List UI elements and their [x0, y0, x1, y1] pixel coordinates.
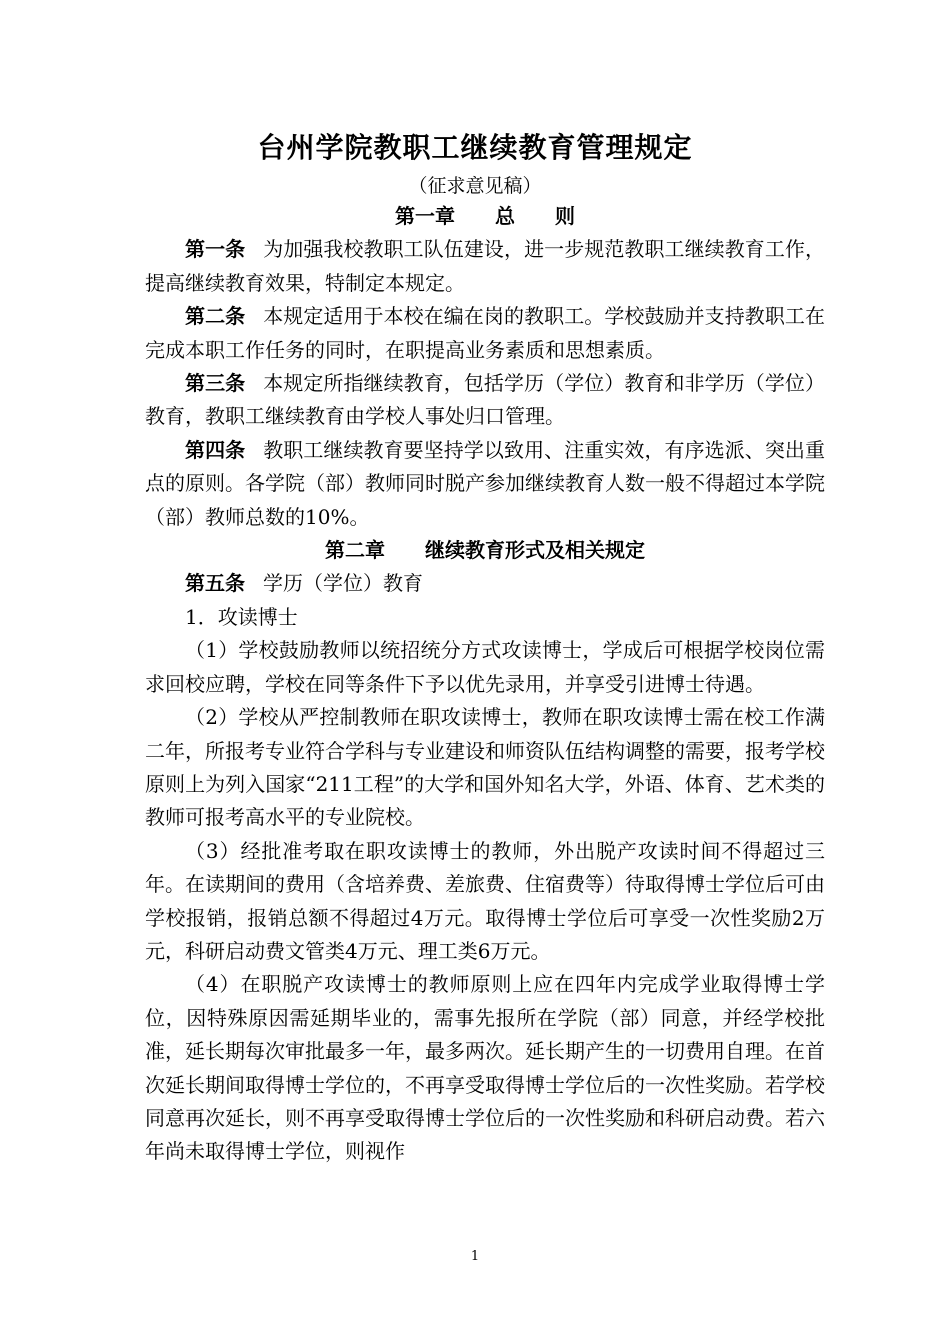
document-subtitle: （征求意见稿）	[408, 175, 542, 197]
article-label: 第四条	[185, 437, 246, 462]
article-2	[145, 300, 825, 367]
article-3	[145, 367, 825, 434]
article-text: 学历（学位）教育	[263, 571, 423, 596]
article-label: 第五条	[185, 571, 245, 596]
sub-item-2: （2）学校从严控制教师在职攻读博士，教师在职攻读博士需在校工作满二年，所报考专业符合学科与专业建设和师资队伍结构调整的需要，报考学校原则上为列入国家“211工程”的大学和国外知名大学，外语、体育、艺术类的教师可报考高水平的专业院校。	[145, 705, 825, 830]
article-1	[145, 233, 825, 300]
article-label: 第一条	[185, 237, 246, 262]
article-text: 教职工继续教育要坚持学以致用、注重实效，有序选派、突出重点的原则。各学院（部）教师同时脱产参加继续教育人数一般不得超过本学院（部）教师总数的10%。	[145, 437, 826, 529]
page-number: 1	[470, 1249, 480, 1264]
article-text: 本规定适用于本校在编在岗的教职工。学校鼓励并支持教职工在完成本职工作任务的同时，在职提高业务素质和思想素质。	[145, 304, 826, 362]
article-text: 为加强我校教职工队伍建设，进一步规范教职工继续教育工作，提高继续教育效果，特制定本规定。	[145, 237, 826, 295]
sub-item-3: （3）经批准考取在职攻读博士的教师，外出脱产攻读时间不得超过三年。在读期间的费用（含培养费、差旅费、住宿费等）待取得博士学位后可由学校报销，报销总额不得超过4万元。取得博士学位后可享受一次性奖励2万元，科研启动费文管类4万元、理工类6万元。	[145, 838, 825, 963]
chapter-heading-2: 第二章 继续教育形式及相关规定	[325, 538, 645, 563]
document-body	[145, 200, 825, 1169]
sub-item-4: （4）在职脱产攻读博士的教师原则上应在四年内完成学业取得博士学位，因特殊原因需延期毕业的，需事先报所在学院（部）同意，并经学校批准，延长期每次审批最多一年，最多两次。延长期产生的一切费用自理。在首次延长期间取得博士学位的，不再享受取得博士学位后的一次性奖励。若学校同意再次延长，则不再享受取得博士学位后的一次性奖励和科研启动费。若六年尚未取得博士学位，则视作	[145, 972, 825, 1164]
item-1-heading: 1．攻读博士	[185, 604, 298, 629]
chapter-heading-1: 第一章 总 则	[395, 204, 575, 228]
article-4	[145, 434, 825, 534]
article-5	[145, 567, 825, 600]
article-label: 第二条	[185, 304, 246, 329]
article-text: 本规定所指继续教育，包括学历（学位）教育和非学历（学位）教育，教职工继续教育由学校人事处归口管理。	[145, 371, 826, 429]
document-title: 台州学院教职工继续教育管理规定	[257, 131, 693, 164]
article-label: 第三条	[185, 371, 246, 396]
sub-item-1: （1）学校鼓励教师以统招统分方式攻读博士，学成后可根据学校岗位需求回校应聘，学校在同等条件下予以优先录用，并享受引进博士待遇。	[145, 638, 825, 696]
